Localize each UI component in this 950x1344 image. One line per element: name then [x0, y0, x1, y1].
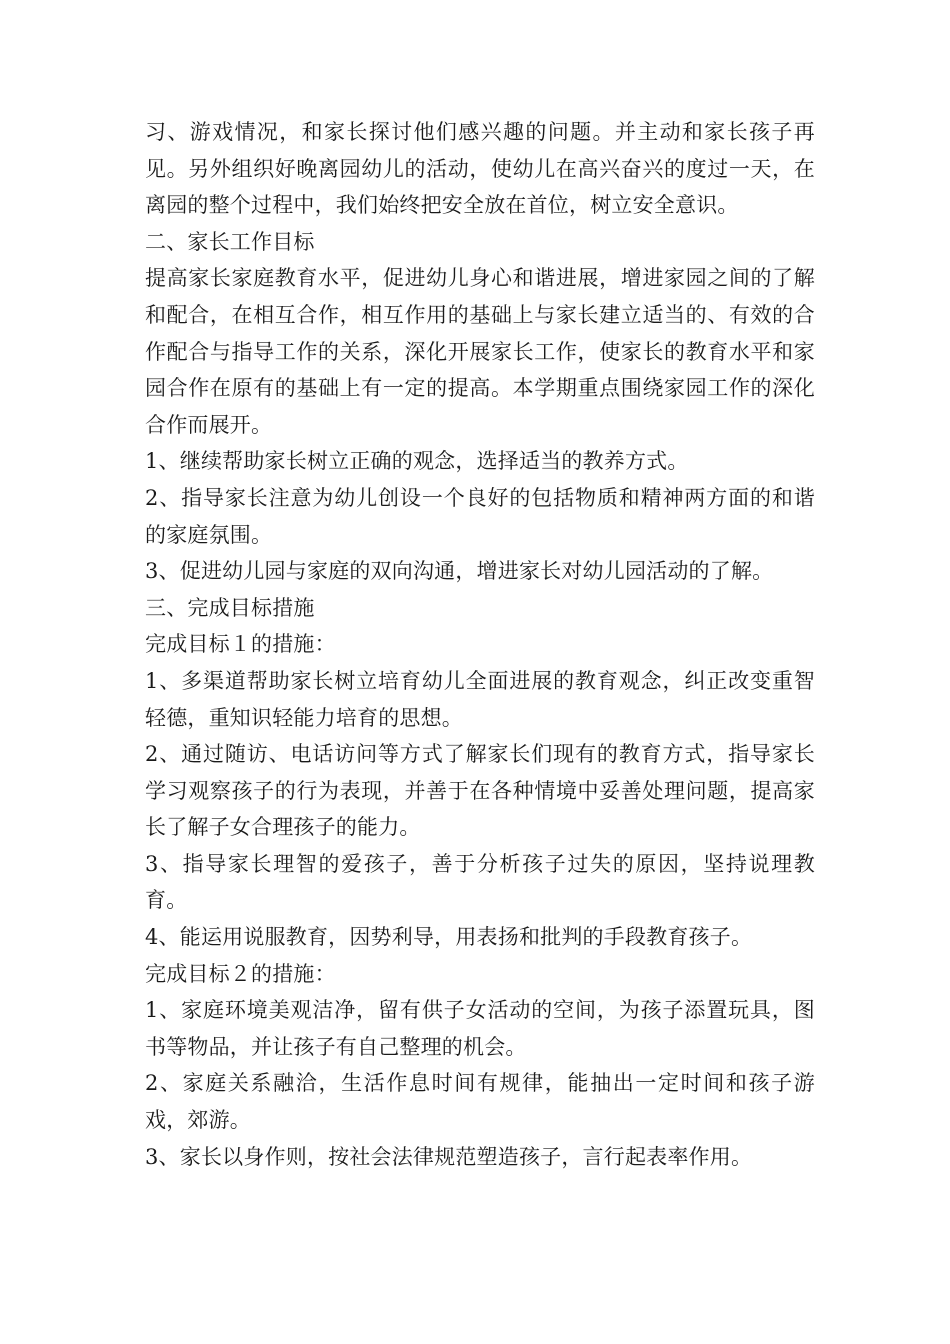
- section-heading-parent-goals: 二、家长工作目标: [145, 229, 315, 254]
- list-item-measure-1-3: 3、指导家长理智的爱孩子，善于分析孩子过失的原因，坚持说理教育。: [145, 851, 815, 913]
- list-item-goal-1: 1、继续帮助家长树立正确的观念，选择适当的教养方式。: [145, 449, 689, 474]
- list-item-goal-3: 3、促进幼儿园与家庭的双向沟通，增进家长对幼儿园活动的了解。: [145, 559, 774, 584]
- paragraph-continuation: 习、游戏情况，和家长探讨他们感兴趣的问题。并主动和家长孩子再见。另外组织好晚离园幼儿的活动，使幼儿在高兴奋兴的度过一天，在离园的整个过程中，我们始终把安全放在首位，树立安全意识。: [145, 120, 815, 218]
- subheading-goal-2-measures: 完成目标２的措施：: [145, 961, 336, 986]
- document-body: [145, 114, 815, 1175]
- section-heading-measures: 三、完成目标措施: [145, 595, 315, 620]
- list-item-measure-1-4: 4、能运用说服教育，因势利导，用表扬和批判的手段教育孩子。: [145, 925, 753, 950]
- list-item-measure-2-3: 3、家长以身作则，按社会法律规范塑造孩子，言行起表率作用。: [145, 1144, 753, 1169]
- list-item-goal-2: 2、指导家长注意为幼儿创设一个良好的包括物质和精神两方面的和谐的家庭氛围。: [145, 485, 815, 547]
- list-item-measure-2-2: 2、家庭关系融洽，生活作息时间有规律，能抽出一定时间和孩子游戏，郊游。: [145, 1071, 815, 1133]
- list-item-measure-1-1: 1、多渠道帮助家长树立培育幼儿全面进展的教育观念，纠正改变重智轻德，重知识轻能力培育的思想。: [145, 668, 815, 730]
- paragraph-goals-intro: 提高家长家庭教育水平，促进幼儿身心和谐进展，增进家园之间的了解和配合，在相互合作，相互作用的基础上与家长建立适当的、有效的合作配合与指导工作的关系，深化开展家长工作，使家长的教育水平和家园合作在原有的基础上有一定的提高。本学期重点围绕家园工作的深化合作而展开。: [145, 266, 815, 437]
- list-item-measure-1-2: 2、通过随访、电话访问等方式了解家长们现有的教育方式，指导家长学习观察孩子的行为表现，并善于在各种情境中妥善处理问题，提高家长了解子女合理孩子的能力。: [145, 742, 815, 840]
- list-item-measure-2-1: 1、家庭环境美观洁净，留有供子女活动的空间，为孩子添置玩具，图书等物品，并让孩子有自己整理的机会。: [145, 998, 815, 1059]
- subheading-goal-1-measures: 完成目标１的措施：: [145, 632, 336, 657]
